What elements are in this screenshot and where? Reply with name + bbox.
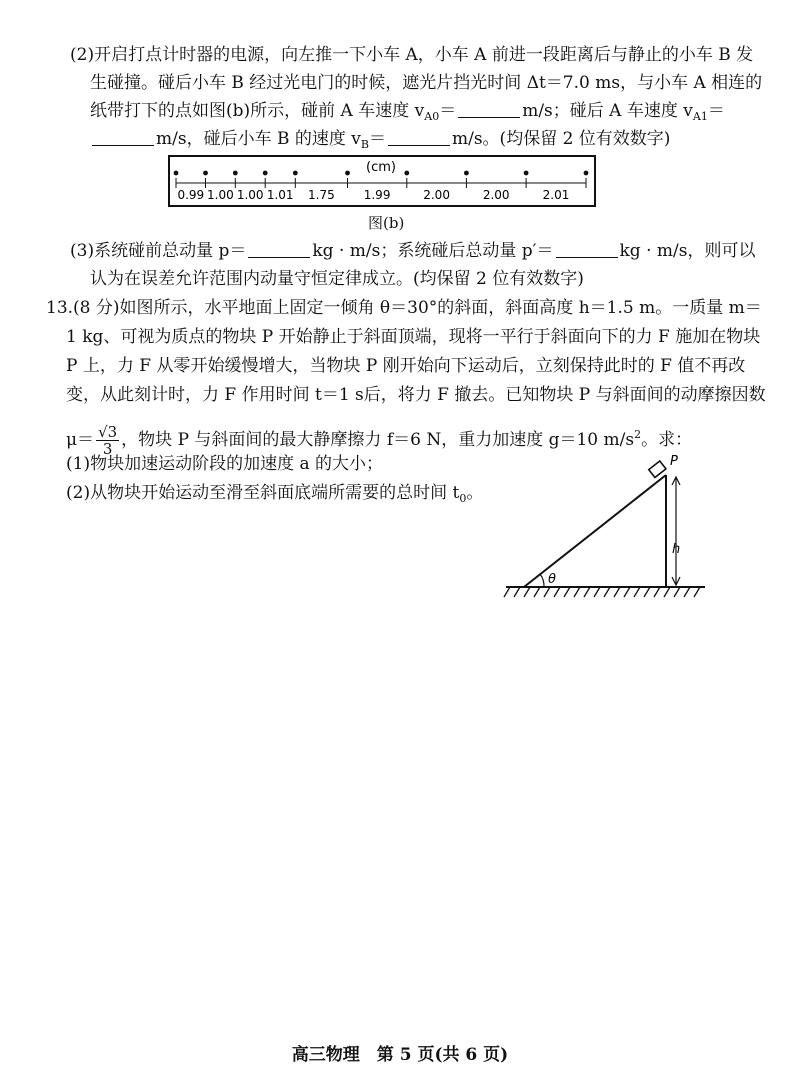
answer-blank-vb[interactable] <box>388 127 450 146</box>
q12-part2-line3: 纸带打下的点如图(b)所示，碰前 A 车速度 $v_{A0}= m/s$；碰后 A 车速度 $v_{A1}=$ <box>90 101 725 123</box>
figure-b-caption: 图(b) <box>368 214 405 232</box>
q13-line4: 变，从此刻计时，力 F 作用时间 t＝1 s后，将力 F 撤去。已知物块 P 与斜面间的动摩擦因数 <box>66 385 766 405</box>
q13-line1: 13.(8 分)如图所示，水平地面上固定一倾角 θ＝30°的斜面，斜面高度 h＝1.5 m。一质量 m＝ <box>46 298 762 318</box>
tape-interval-label: 1.00 <box>236 188 264 202</box>
tape-intervals <box>174 171 589 202</box>
answer-blank-p-prime[interactable] <box>556 239 618 258</box>
tape-unit-label: (cm) <box>366 160 396 175</box>
angle-arc <box>540 574 544 587</box>
q13-sub1: (1)物块加速运动阶段的加速度 a 的大小； <box>66 454 384 474</box>
tape-interval-label: 1.01 <box>266 188 294 202</box>
tape-dot <box>233 171 238 176</box>
q13-line3: P 上，力 F 从零开始缓慢增大，当物块 P 刚开始向下运动后，立刻保持此时的 F 值不再改 <box>66 356 746 376</box>
tape-dot <box>174 171 179 176</box>
block-p <box>649 461 666 477</box>
tape-figure <box>168 155 596 207</box>
tape-interval-label: 0.99 <box>177 188 205 202</box>
mu-fraction: $\frac{√3}{3}$ <box>98 423 118 458</box>
tape-dot <box>203 171 208 176</box>
q12-part2-line4: m/s，碰后小车 B 的速度 $v_B= m/s$。(均保留 2 位有效数字) <box>90 126 670 158</box>
angle-label: θ <box>548 572 556 587</box>
tape-dot <box>404 171 409 176</box>
tape-interval-label: 2.01 <box>542 188 570 202</box>
answer-blank-p[interactable] <box>248 239 310 258</box>
answer-blank-va0[interactable] <box>458 99 520 118</box>
tape-interval-label: 1.00 <box>207 188 234 202</box>
tape-dot <box>345 171 350 176</box>
q12-part3-line2: 认为在误差允许范围内动量守恒定律成立。(均保留 2 位有效数字) <box>90 269 584 289</box>
tape-dot <box>464 171 469 176</box>
q13-line2: 1 kg、可视为质点的物块 P 开始静止于斜面顶端，现将一平行于斜面向下的力 F 施加在物块 <box>66 327 761 347</box>
height-arrow <box>672 477 680 585</box>
page-footer: 高三物理 第 5 页(共 6 页) <box>291 1045 509 1065</box>
tape-interval-label: 1.75 <box>308 188 335 202</box>
tape-interval-label: 2.00 <box>423 188 450 202</box>
q13-line5: μ＝ $\frac{√3}{3}$ ，物块 P 与斜面间的最大静摩擦力 f＝6 N，重力加速度 g＝10 $m/s^2$。求： <box>66 423 693 458</box>
tape-dot <box>293 171 298 176</box>
tape-interval-label: 2.00 <box>482 188 510 202</box>
q13-sub2: (2)从物块开始运动至滑至斜面底端所需要的总时间 $t_0$。 <box>66 483 484 505</box>
q12-part2-line2: 生碰撞。碰后小车 B 经过光电门的时候，遮光片挡光时间 Δt＝7.0 ms，与小车 A 相连的 <box>90 73 763 93</box>
incline-surface <box>524 475 666 587</box>
incline-diagram <box>500 455 710 605</box>
height-label: h <box>672 542 681 557</box>
answer-blank-va1[interactable] <box>92 127 154 146</box>
tape-dot <box>584 171 589 176</box>
ground-hatching <box>504 587 705 597</box>
block-p-label: P <box>670 455 678 469</box>
tape-dot <box>263 171 268 176</box>
tape-dot <box>524 171 529 176</box>
q12-part2-line1: (2)开启打点计时器的电源，向左推一下小车 A，小车 A 前进一段距离后与静止的小车 B 发 <box>70 45 754 65</box>
tape-interval-label: 1.99 <box>363 188 391 202</box>
q12-part3-line1: (3)系统碰前总动量 p＝ kg · m/s；系统碰后总动量 p′＝ kg · m/s，则可以 <box>70 241 756 261</box>
